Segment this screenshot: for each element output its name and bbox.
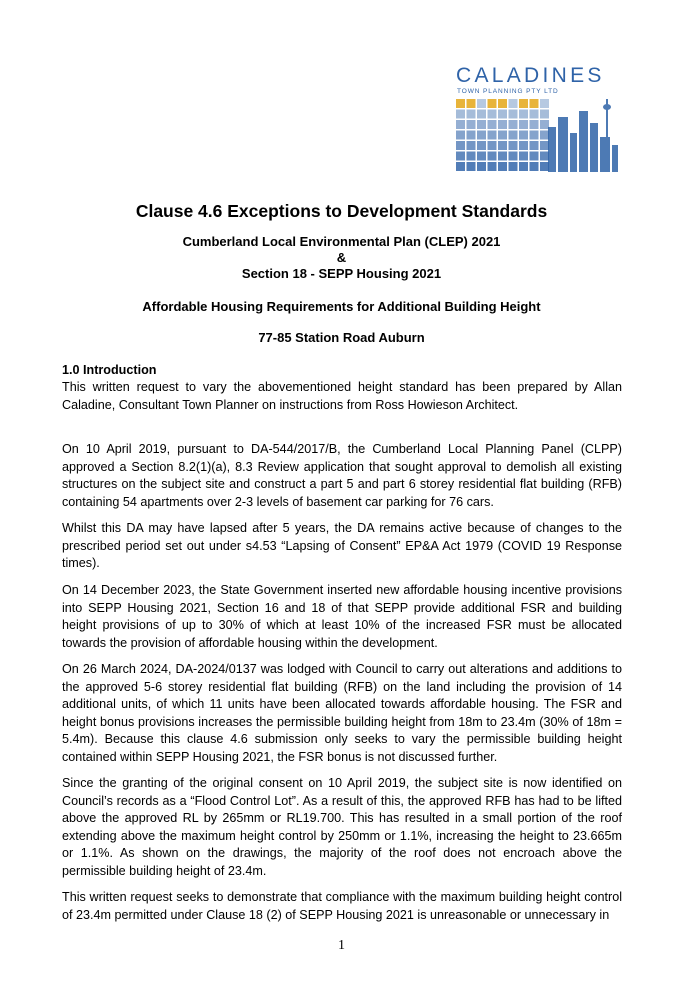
paragraph-5: On 26 March 2024, DA-2024/0137 was lodged with Council to carry out alterations and additions to the approved 5-6 storey residential flat building (RFB) on the land including the provision of 14 additional units, of which 11 units have been allocated towards affordable housing. The FSR and height bonus provisions increases the permissible building height from 18m to 23.4m (30% of 18m = 5.4m). Because this clause 4.6 submission only seeks to vary the permissible building height contained within SEPP Housing 2021, the FSR bonus is not discussed further. <box>62 662 622 764</box>
subtitle-sepp: Section 18 - SEPP Housing 2021 <box>241 266 442 281</box>
paragraph-6: Since the granting of the original consent on 10 April 2019, the subject site is now identified on Council’s records as a “Flood Control Lot”. As a result of this, the approved RFB has had to be lifted above the approved RL by 265mm or RL19.700. This has resulted in a small portion of the roof extending above the maximum height control by 250mm or 1.1%, increasing the height to 23.665m or 1.1%. As shown on the drawings, the majority of the roof does not encroach above the permissible building height of 23.4m. <box>62 776 622 878</box>
page-number: 1 <box>338 938 345 953</box>
caladines-logo <box>456 64 626 176</box>
subtitle-ampersand: & <box>336 250 347 265</box>
paragraph-4: On 14 December 2023, the State Government inserted new affordable housing incentive provisions into SEPP Housing 2021, Section 16 and 18 of that SEPP provide additional FSR and building height provisions of up to 30% of which at least 10% of the increased FSR must be allocated towards the provision of affordable housing within the development. <box>62 583 622 650</box>
subtitle-address: 77-85 Station Road Auburn <box>258 330 425 345</box>
paragraph-2: On 10 April 2019, pursuant to DA-544/2017/B, the Cumberland Local Planning Panel (CLPP) approved a Section 8.2(1)(a), 8.3 Review application that sought approval to demolish all existing structures on the subject site and construct a part 5 and part 6 storey residential flat building (RFB) containing 54 apartments over 2-3 levels of basement car parking for 76 cars. <box>62 442 622 509</box>
paragraph-7: This written request seeks to demonstrate that compliance with the maximum building height control of 23.4m permitted under Clause 18 (2) of SEPP Housing 2021 is unreasonable or unnecessary in <box>62 890 622 922</box>
paragraph-1: This written request to vary the abovementioned height standard has been prepared by Allan Caladine, Consultant Town Planner on instructions from Ross Howieson Architect. <box>62 380 622 412</box>
logo-wordmark: CALADINES <box>456 64 605 87</box>
subtitle-affordable-housing: Affordable Housing Requirements for Additional Building Height <box>142 299 541 314</box>
section-heading: 1.0 Introduction <box>62 363 157 377</box>
logo-subtitle: TOWN PLANNING PTY LTD <box>457 88 559 95</box>
paragraph-3: Whilst this DA may have lapsed after 5 years, the DA remains active because of changes to the prescribed period set out under s4.53 “Lapsing of Consent” EP&A Act 1979 (COVID 19 Response times). <box>62 521 622 571</box>
city-skyline-icon <box>456 97 626 176</box>
document-title: Clause 4.6 Exceptions to Development Standards <box>135 201 548 221</box>
subtitle-clep: Cumberland Local Environmental Plan (CLEP) 2021 <box>182 234 501 249</box>
